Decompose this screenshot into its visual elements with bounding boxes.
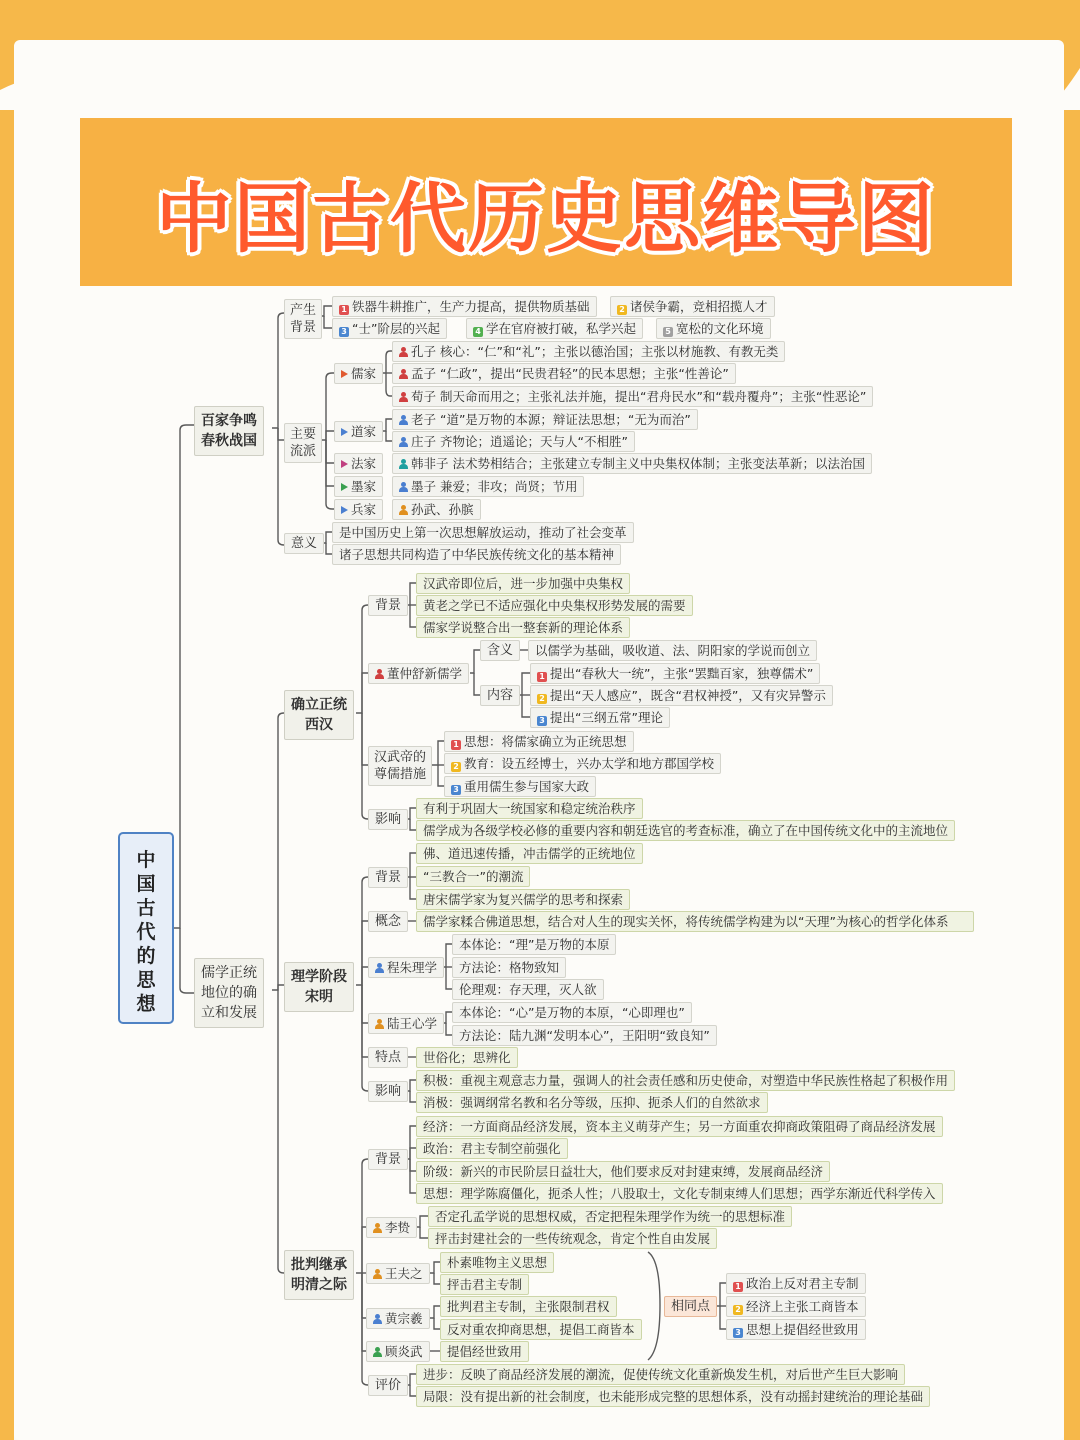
- root-char: 古: [136, 897, 156, 919]
- node-text: “士”阶层的兴起: [352, 321, 440, 336]
- person-icon: [373, 1347, 382, 1357]
- page-title: 中国古代历史思维导图: [156, 174, 936, 263]
- root-char: 中: [136, 849, 156, 871]
- node-bg3: [332, 318, 447, 339]
- node-text: 宽松的文化环境: [676, 321, 764, 336]
- node-cz2: 方法论：格物致知: [452, 957, 566, 978]
- node-similarities: 相同点: [664, 1296, 717, 1317]
- root-char: 思: [136, 969, 156, 991]
- node-ming-bg4: 思想：理学陈腐僵化，扼杀人性；八股取士，文化专制束缚人们思想；西学东渐近代科学传入: [416, 1183, 943, 1204]
- node-text: 李贽: [385, 1220, 411, 1235]
- node-hzx2: 反对重农抑商思想，提倡工商皆本: [440, 1319, 642, 1340]
- node-text: 孙武、孙膑: [411, 502, 474, 517]
- node-wudi3: [444, 776, 596, 797]
- node-meaning-text: 以儒学为基础，吸收道、法、阴阳家的学说而创立: [528, 640, 817, 661]
- flag-icon: [341, 370, 348, 378]
- node-text: 重用儒生参与国家大政: [464, 779, 590, 794]
- person-icon: [399, 482, 408, 492]
- node-laozi: [392, 409, 698, 430]
- node-hanfeizi: [392, 453, 872, 474]
- person-icon: [399, 392, 408, 402]
- node-hundred-schools: 百家争鸣 春秋战国: [194, 406, 264, 456]
- node-song-impact1: 积极：重视主观意志力量，强调人的社会责任感和历史使命，对塑造中华民族性格起了积极作用: [416, 1070, 955, 1091]
- node-text: 孔子 核心：“仁”和“礼”；主张以德治国；主张以材施教、有教无类: [411, 344, 779, 359]
- number-5-icon: 5: [663, 327, 673, 337]
- number-2-icon: 2: [617, 305, 627, 315]
- node-text: 提出“天人感应”，既含“君权神授”，又有灾异警示: [550, 688, 826, 703]
- node-han-bg2: 黄老之学已不适应强化中央集权形势发展的需要: [416, 595, 693, 616]
- node-text: 王夫之: [385, 1266, 423, 1281]
- flag-icon: [341, 460, 348, 468]
- node-sunwu: [392, 499, 481, 520]
- number-3-icon: 3: [537, 716, 547, 726]
- person-icon: [399, 369, 408, 379]
- node-text: 提出“春秋大一统”，主张“罢黜百家，独尊儒术”: [550, 666, 814, 681]
- node-evaluation: 评价: [368, 1375, 408, 1396]
- person-icon: [375, 963, 384, 973]
- node-han-impact: 影响: [368, 809, 408, 830]
- node-ming-background: 背景: [368, 1149, 408, 1170]
- node-ming-qing: 批判继承 明清之际: [284, 1250, 354, 1300]
- node-content: 内容: [480, 685, 520, 706]
- number-3-icon: 3: [733, 1328, 743, 1338]
- number-1-icon: 1: [339, 305, 349, 315]
- node-sig2: 诸子思想共同构造了中华民族传统文化的基本精神: [332, 544, 621, 565]
- node-huangzongxi: [366, 1308, 430, 1329]
- node-cz1: 本体论：“理”是万物的本原: [452, 934, 616, 955]
- node-text: 思想上提倡经世致用: [746, 1322, 859, 1337]
- node-text: 荀子 制天命而用之；主张礼法并施，提出“君舟民水”和“载舟覆舟”；主张“性恶论”: [411, 389, 867, 404]
- node-text: 陆王心学: [387, 1016, 438, 1031]
- node-taoism: [334, 421, 383, 442]
- node-text: 经济上主张工商皆本: [746, 1299, 859, 1314]
- person-icon: [373, 1269, 382, 1279]
- node-text: 庄子 齐物论；逍遥论；天与人“不相胜”: [411, 434, 628, 449]
- number-4-icon: 4: [473, 327, 483, 337]
- root-char: 的: [136, 945, 156, 967]
- node-text: 诸侯争霸，竞相招揽人才: [630, 299, 768, 314]
- node-text: 老子 “道”是万物的本源；辩证法思想；“无为而治”: [411, 412, 691, 427]
- node-content2: [530, 685, 833, 706]
- node-dongzhongshu: [368, 663, 469, 684]
- node-wudi-measures: 汉武帝的 尊儒措施: [368, 746, 432, 786]
- node-song-bg2: “三教合一”的潮流: [416, 866, 530, 887]
- person-icon: [399, 459, 408, 469]
- node-ming-bg1: 经济：一方面商品经济发展，资本主义萌芽产生；另一方面重农抑商政策阻碍了商品经济发展: [416, 1116, 943, 1137]
- node-content3: [530, 707, 670, 728]
- node-han-impact1: 有利于巩固大一统国家和稳定统治秩序: [416, 798, 643, 819]
- node-same2: [726, 1296, 866, 1317]
- node-concept: 概念: [368, 911, 408, 932]
- node-text: 学在官府被打破，私学兴起: [486, 321, 637, 336]
- root-char: 想: [136, 993, 156, 1015]
- node-lw1: 本体论：“心”是万物的本原，“心即理也”: [452, 1002, 692, 1023]
- node-text: 韩非子 法术势相结合；主张建立专制主义中央集权体制；主张变法革新；以法治国: [411, 456, 865, 471]
- node-song-impact: 影响: [368, 1081, 408, 1102]
- node-schools: 主要 流派: [284, 423, 322, 463]
- node-text: 法家: [351, 456, 377, 471]
- node-song-background: 背景: [368, 867, 408, 888]
- node-song-ming: 理学阶段 宋明: [284, 962, 354, 1012]
- node-song-bg3: 唐宋儒学家为复兴儒学的思考和探索: [416, 889, 630, 910]
- node-text: 董仲舒新儒学: [387, 666, 463, 681]
- node-text: 黄宗羲: [385, 1311, 423, 1326]
- node-han-background: 背景: [368, 595, 408, 616]
- number-1-icon: 1: [537, 672, 547, 682]
- node-lizhi2: 抨击封建社会的一些传统观念，肯定个性自由发展: [428, 1228, 717, 1249]
- node-xunzi: [392, 386, 873, 407]
- node-military: [334, 499, 383, 520]
- person-icon: [399, 415, 408, 425]
- node-lizhi: [366, 1217, 417, 1238]
- number-2-icon: 2: [537, 694, 547, 704]
- person-icon: [399, 347, 408, 357]
- node-ming-bg3: 阶级：新兴的市民阶层日益壮大，他们要求反对封建束缚，发展商品经济: [416, 1161, 830, 1182]
- node-text: 顾炎武: [385, 1344, 423, 1359]
- node-wudi2: [444, 753, 721, 774]
- node-concept-text: 儒学家糅合佛道思想，结合对人生的现实关怀，将传统儒学构建为以“天理”为核心的哲学化体系: [416, 911, 974, 932]
- node-ming-bg2: 政治：君主专制空前强化: [416, 1138, 568, 1159]
- node-same1: [726, 1273, 866, 1294]
- number-2-icon: 2: [733, 1305, 743, 1315]
- person-icon: [373, 1314, 382, 1324]
- node-text: 思想：将儒家确立为正统思想: [464, 734, 627, 749]
- node-han-bg3: 儒家学说整合出一整套新的理论体系: [416, 617, 630, 638]
- node-confucianism: [334, 363, 383, 384]
- node-bg1: [332, 296, 597, 317]
- node-text: 提出“三纲五常”理论: [550, 710, 663, 725]
- node-chengzhu: [368, 957, 444, 978]
- number-3-icon: 3: [339, 327, 349, 337]
- node-luwang: [368, 1013, 444, 1034]
- node-wangfuzhi: [366, 1263, 430, 1284]
- node-text: 兵家: [351, 502, 377, 517]
- node-wfz1: 朴素唯物主义思想: [440, 1252, 554, 1273]
- node-text: 政治上反对君主专制: [746, 1276, 859, 1291]
- node-wudi1: [444, 731, 634, 752]
- node-cz3: 伦理观：存天理，灭人欲: [452, 979, 604, 1000]
- node-text: 程朱理学: [387, 960, 438, 975]
- number-2-icon: 2: [451, 762, 461, 772]
- node-song-impact2: 消极：强调纲常名教和名分等级，压抑、扼杀人们的自然欲求: [416, 1092, 768, 1113]
- node-zhuangzi: [392, 431, 635, 452]
- flag-icon: [341, 428, 348, 436]
- node-features: 特点: [368, 1047, 408, 1068]
- node-han-impact2: 儒学成为各级学校必修的重要内容和朝廷选官的考查标准，确立了在中国传统文化中的主流地位: [416, 820, 955, 841]
- number-1-icon: 1: [451, 740, 461, 750]
- node-lw2: 方法论：陆九渊“发明本心”，王阳明“致良知”: [452, 1025, 717, 1046]
- node-guyanwu: [366, 1341, 430, 1362]
- node-eval1: 进步：反映了商品经济发展的潮流，促使传统文化重新焕发生机，对后世产生巨大影响: [416, 1364, 905, 1385]
- root-node: [118, 832, 174, 1024]
- node-confucius: [392, 341, 785, 362]
- person-icon: [399, 505, 408, 515]
- node-han-bg1: 汉武帝即位后，进一步加强中央集权: [416, 573, 630, 594]
- node-lizhi1: 否定孔孟学说的思想权威，否定把程朱理学作为统一的思想标准: [428, 1206, 792, 1227]
- node-wfz2: 抨击君主专制: [440, 1274, 529, 1295]
- node-mencius: [392, 363, 736, 384]
- node-significance: 意义: [284, 533, 324, 554]
- node-song-bg1: 佛、道迅速传播，冲击儒学的正统地位: [416, 843, 643, 864]
- root-char: 国: [136, 873, 156, 895]
- node-legalism: [334, 453, 383, 474]
- node-content1: [530, 663, 820, 684]
- node-features-text: 世俗化；思辨化: [416, 1047, 518, 1068]
- number-3-icon: 3: [451, 785, 461, 795]
- node-meaning: 含义: [480, 640, 520, 661]
- node-gyw1: 提倡经世致用: [440, 1341, 529, 1362]
- node-confucian-orthodoxy: 儒学正统 地位的确 立和发展: [194, 958, 264, 1028]
- node-bg4: [466, 318, 643, 339]
- person-icon: [373, 1223, 382, 1233]
- root-char: 代: [136, 921, 156, 943]
- person-icon: [375, 1019, 384, 1029]
- node-bg2: [610, 296, 775, 317]
- node-western-han: 确立正统 西汉: [284, 690, 354, 740]
- node-text: 墨子 兼爱；非攻；尚贤；节用: [411, 479, 578, 494]
- flag-icon: [341, 483, 348, 491]
- node-text: 孟子 “仁政”，提出“民贵君轻”的民本思想；主张“性善论”: [411, 366, 729, 381]
- node-mohism: [334, 476, 383, 497]
- person-icon: [399, 437, 408, 447]
- node-text: 墨家: [351, 479, 377, 494]
- node-hzx1: 批判君主专制，主张限制君权: [440, 1296, 617, 1317]
- node-same3: [726, 1319, 866, 1340]
- person-icon: [375, 669, 384, 679]
- node-sig1: 是中国历史上第一次思想解放运动，推动了社会变革: [332, 522, 634, 543]
- node-background: 产生 背景: [284, 299, 322, 339]
- node-text: 铁器牛耕推广，生产力提高，提供物质基础: [352, 299, 590, 314]
- node-text: 教育：设五经博士，兴办太学和地方郡国学校: [464, 756, 715, 771]
- node-text: 儒家: [351, 366, 377, 381]
- node-text: 道家: [351, 424, 377, 439]
- number-1-icon: 1: [733, 1282, 743, 1292]
- node-eval2: 局限：没有提出新的社会制度，也未能形成完整的思想体系，没有动摇封建统治的理论基础: [416, 1386, 930, 1407]
- flag-icon: [341, 506, 348, 514]
- node-mozi: [392, 476, 584, 497]
- node-bg5: [656, 318, 771, 339]
